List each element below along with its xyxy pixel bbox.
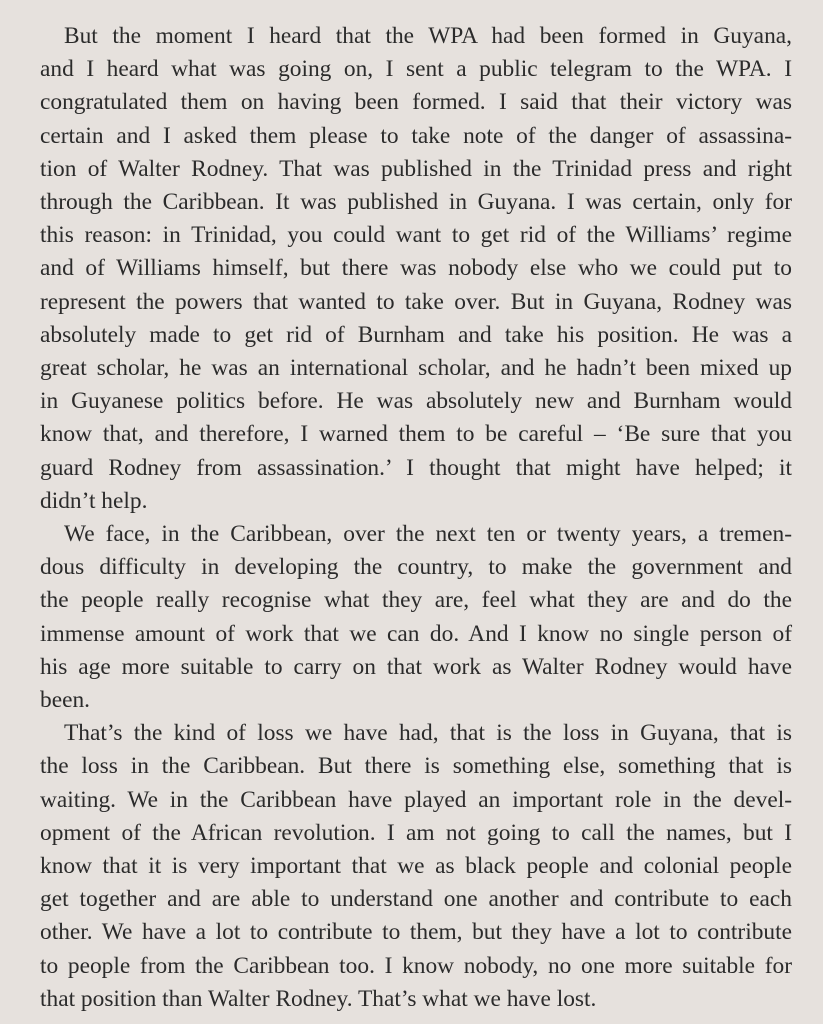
text-line: get together and are able to understand one another and contribute to each xyxy=(40,886,792,913)
document-page xyxy=(40,20,792,1016)
text-line: know that it is very important that we as black people and colonial people xyxy=(40,853,792,880)
paragraph-1 xyxy=(40,20,792,518)
text-line: represent the powers that wanted to take over. But in Guyana, Rodney was xyxy=(40,288,792,315)
text-line: and of Williams himself, but there was nobody else who we could put to xyxy=(40,255,792,282)
text-line: through the Caribbean. It was published in Guyana. I was certain, only for xyxy=(40,189,792,216)
text-line: the loss in the Caribbean. But there is something else, something that is xyxy=(40,753,792,780)
text-line: congratulated them on having been formed. I said that their victory was xyxy=(40,89,792,116)
text-line: and I heard what was going on, I sent a public telegram to the WPA. I xyxy=(40,56,792,83)
text-line: immense amount of work that we can do. And I know no single person of xyxy=(40,620,792,647)
text-line: tion of Walter Rodney. That was published in the Trinidad press and right xyxy=(40,155,792,182)
paragraph-3 xyxy=(40,717,792,1016)
text-line: other. We have a lot to contribute to them, but they have a lot to contribute xyxy=(40,919,792,946)
text-line: certain and I asked them please to take note of the danger of assassina- xyxy=(40,122,792,149)
text-line: know that, and therefore, I warned them to be careful – ‘Be sure that you xyxy=(40,421,792,448)
text-line: didn’t help. xyxy=(40,487,148,514)
text-line: We face, in the Caribbean, over the next ten or twenty years, a tremen- xyxy=(64,521,792,548)
text-line: waiting. We in the Caribbean have played an important role in the devel- xyxy=(40,786,792,813)
text-line: great scholar, he was an international scholar, and he hadn’t been mixed up xyxy=(40,355,792,382)
text-line: that position than Walter Rodney. That’s what we have lost. xyxy=(40,985,597,1012)
text-line: dous difficulty in developing the country, to make the government and xyxy=(40,554,792,581)
text-line: this reason: in Trinidad, you could want to get rid of the Williams’ regime xyxy=(40,222,792,249)
text-line: That’s the kind of loss we have had, that is the loss in Guyana, that is xyxy=(64,720,792,747)
text-line: to people from the Caribbean too. I know nobody, no one more suitable for xyxy=(40,952,792,979)
text-line: But the moment I heard that the WPA had been formed in Guyana, xyxy=(64,23,792,49)
text-line: absolutely made to get rid of Burnham and take his position. He was a xyxy=(40,321,792,348)
text-line: opment of the African revolution. I am not going to call the names, but I xyxy=(40,819,792,846)
paragraph-2 xyxy=(40,518,792,717)
text-line: the people really recognise what they are, feel what they are and do the xyxy=(40,587,792,614)
text-line: been. xyxy=(40,687,91,714)
text-line: in Guyanese politics before. He was absolutely new and Burnham would xyxy=(40,388,792,415)
text-line: guard Rodney from assassination.’ I thought that might have helped; it xyxy=(40,454,792,481)
text-line: his age more suitable to carry on that work as Walter Rodney would have xyxy=(40,653,792,680)
